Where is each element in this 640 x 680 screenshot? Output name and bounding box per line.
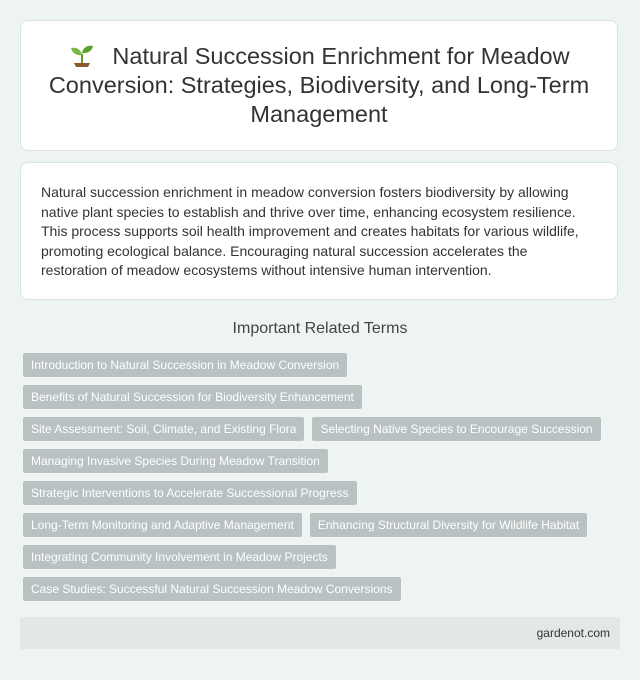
term-tag[interactable]: Selecting Native Species to Encourage Succession — [312, 417, 600, 441]
title-card — [20, 20, 618, 151]
term-tag[interactable]: Long-Term Monitoring and Adaptive Management — [23, 513, 302, 537]
footer-site-link[interactable]: gardenot.com — [536, 626, 610, 640]
related-terms-list — [23, 353, 623, 601]
page-title-text: Natural Succession Enrichment for Meadow Conversion: Strategies, Biodiversity, and Long-Term Management — [48, 43, 590, 127]
summary-text: Natural succession enrichment in meadow conversion fosters biodiversity by allowing native plant species to establish and thrive over time, enhancing ecosystem resilience. This process supports soil health improvement and creates habitats for various wildlife, promoting ecological balance. Encouraging natural succession accelerates the restoration of meadow ecosystems without intensive human intervention. — [41, 184, 579, 278]
term-tag[interactable]: Managing Invasive Species During Meadow Transition — [23, 449, 328, 473]
term-tag[interactable]: Integrating Community Involvement in Meadow Projects — [23, 545, 336, 569]
term-tag[interactable]: Enhancing Structural Diversity for Wildlife Habitat — [310, 513, 587, 537]
term-tag[interactable]: Strategic Interventions to Accelerate Successional Progress — [23, 481, 357, 505]
term-tag[interactable]: Case Studies: Successful Natural Succession Meadow Conversions — [23, 577, 401, 601]
term-tag[interactable]: Benefits of Natural Succession for Biodiversity Enhancement — [23, 385, 362, 409]
sprout-icon — [68, 43, 96, 67]
related-terms-heading: Important Related Terms — [232, 320, 408, 337]
summary-card — [20, 162, 618, 300]
page-title — [45, 42, 593, 129]
term-tag[interactable]: Site Assessment: Soil, Climate, and Existing Flora — [23, 417, 304, 441]
term-tag[interactable]: Introduction to Natural Succession in Meadow Conversion — [23, 353, 347, 377]
footer — [20, 617, 620, 649]
